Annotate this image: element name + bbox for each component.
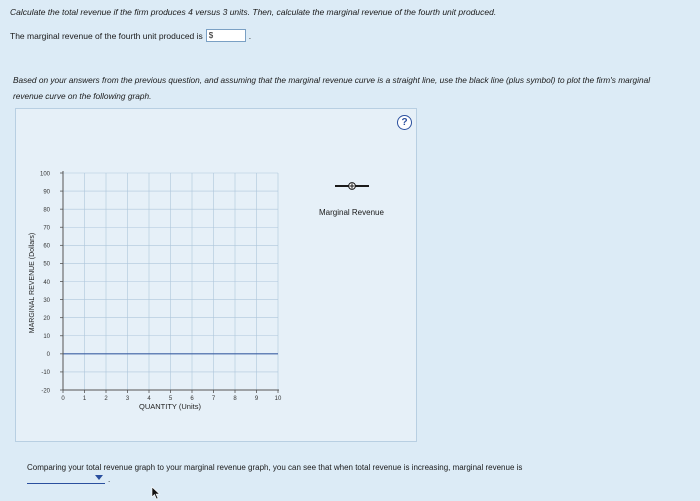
x-tick-label: 3: [125, 396, 130, 402]
marginal-revenue-tool[interactable]: [335, 183, 369, 190]
answer-prompt: The marginal revenue of the fourth unit produced is: [10, 30, 203, 41]
x-tick-label: 9: [254, 396, 259, 402]
y-tick-label: 40: [43, 279, 50, 286]
y-tick-label: 80: [43, 207, 50, 214]
y-tick-label: 50: [43, 261, 50, 268]
y-tick-label: 100: [39, 171, 50, 178]
dropdown-period: .: [108, 475, 111, 484]
x-tick-label: 8: [233, 396, 237, 402]
y-tick-label: 70: [43, 225, 50, 232]
x-tick-label: 5: [168, 396, 173, 402]
x-tick-label: 10: [274, 396, 282, 402]
marginal-revenue-dropdown[interactable]: [27, 473, 105, 484]
x-tick-label: 6: [190, 396, 194, 402]
y-axis-label: MARGINAL REVENUE (Dollars): [29, 232, 36, 334]
x-tick-label: 4: [147, 396, 151, 402]
marginal-revenue-tool-label: Marginal Revenue: [319, 208, 384, 217]
y-tick-label: 60: [43, 243, 50, 250]
chevron-down-icon: [95, 475, 103, 480]
currency-symbol: $: [208, 31, 214, 40]
x-tick-label: 2: [104, 396, 108, 402]
y-tick-label: 0: [46, 352, 50, 359]
mouse-cursor-icon: [151, 486, 161, 500]
x-tick-label: 1: [82, 396, 87, 402]
instructions: Based on your answers from the previous question, and assuming that the marginal revenue curve is a straight line, use the black line (plus symbol) to plot the firm's marginal revenue curve on the following graph.: [13, 75, 651, 101]
x-tick-label: 0: [61, 396, 65, 402]
y-tick-label: 10: [43, 334, 50, 341]
y-tick-label: 20: [43, 315, 50, 322]
answer-period: .: [248, 30, 252, 41]
y-tick-label: -10: [41, 370, 50, 377]
y-tick-label: 90: [43, 189, 50, 196]
question-text: Calculate the total revenue if the firm produces 4 versus 3 units. Then, calculate the marginal revenue of the fourth unit produced.: [10, 7, 497, 17]
y-tick-label: 30: [43, 297, 50, 304]
help-icon: ?: [401, 117, 408, 128]
y-tick-label: -20: [41, 388, 50, 395]
compare-text: Comparing your total revenue graph to your marginal revenue graph, you can see that when total revenue is increasing, marginal revenue is: [27, 463, 523, 472]
x-tick-label: 7: [211, 396, 216, 402]
x-axis-label: QUANTITY (Units): [139, 402, 201, 411]
